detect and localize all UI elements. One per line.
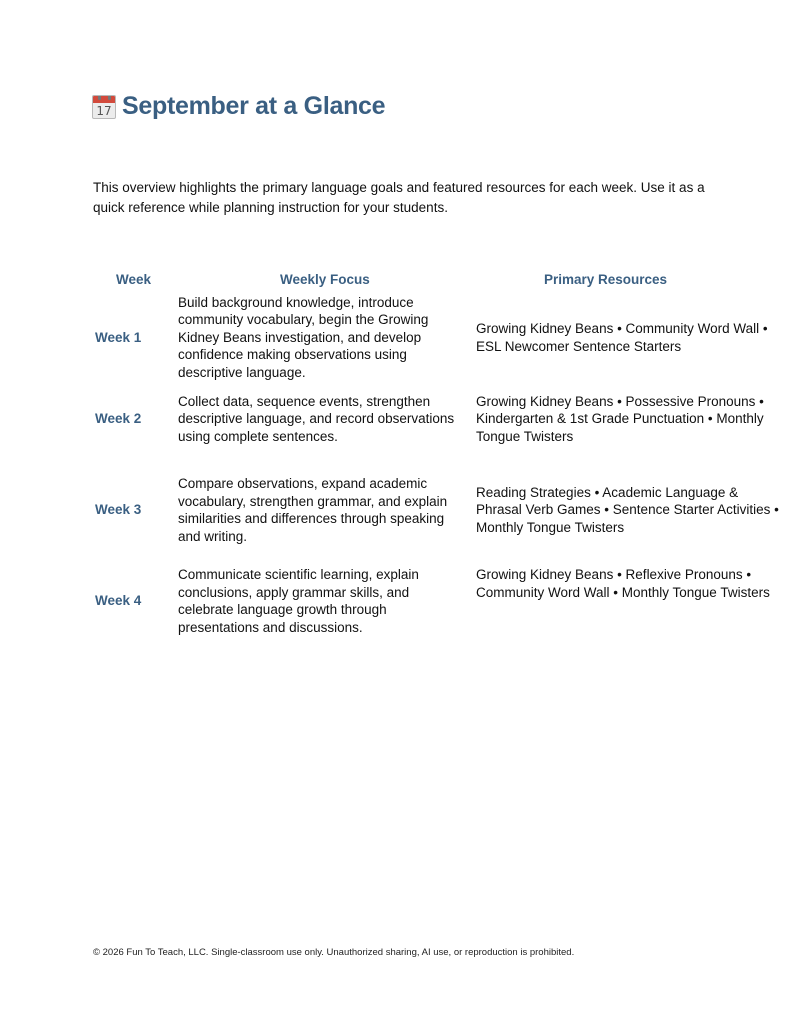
primary-resources-text: Growing Kidney Beans • Possessive Pronouns • Kindergarten & 1st Grade Punctuation • Monthly Tongue Twisters <box>476 393 764 444</box>
week-label: Week 4 <box>95 593 142 609</box>
intro-paragraph: This overview highlights the primary language goals and featured resources for each week. Use it as a quick reference while planning instruction for your students. <box>93 180 705 215</box>
primary-resources-text: Growing Kidney Beans • Community Word Wall • ESL Newcomer Sentence Starters <box>476 321 768 354</box>
weekly-focus-text: Collect data, sequence events, strengthen descriptive language, and record observations using complete sentences. <box>178 393 455 444</box>
column-header-primary-resources: Primary Resources <box>544 272 668 287</box>
weekly-focus-text: Communicate scientific learning, explain conclusions, apply grammar skills, and celebrate language growth through presentations and discussions. <box>178 567 419 635</box>
page-title-text: September at a Glance <box>122 92 386 120</box>
weekly-focus-text: Build background knowledge, introduce community vocabulary, begin the Growing Kidney Beans investigation, and develop confidence making observations using descriptive language. <box>178 294 429 380</box>
week-label: Week 2 <box>95 411 142 427</box>
week-label: Week 3 <box>95 502 142 518</box>
page-title <box>92 92 385 121</box>
calendar-icon <box>92 95 116 119</box>
copyright-footer: © 2026 Fun To Teach, LLC. Single-classroom use only. Unauthorized sharing, AI use, or reproduction is prohibited. <box>93 947 575 958</box>
primary-resources-text: Reading Strategies • Academic Language & Phrasal Verb Games • Sentence Starter Activities • Monthly Tongue Twisters <box>476 484 779 535</box>
primary-resources-text: Growing Kidney Beans • Reflexive Pronouns • Community Word Wall • Monthly Tongue Twisters <box>476 567 770 600</box>
week-label: Week 1 <box>95 329 142 345</box>
weekly-focus-text: Compare observations, expand academic vocabulary, strengthen grammar, and explain similarities and differences through speaking and writing. <box>178 476 448 544</box>
column-header-weekly-focus: Weekly Focus <box>280 272 370 287</box>
calendar-icon-day: 17 <box>96 103 112 118</box>
column-header-week: Week <box>116 272 152 287</box>
